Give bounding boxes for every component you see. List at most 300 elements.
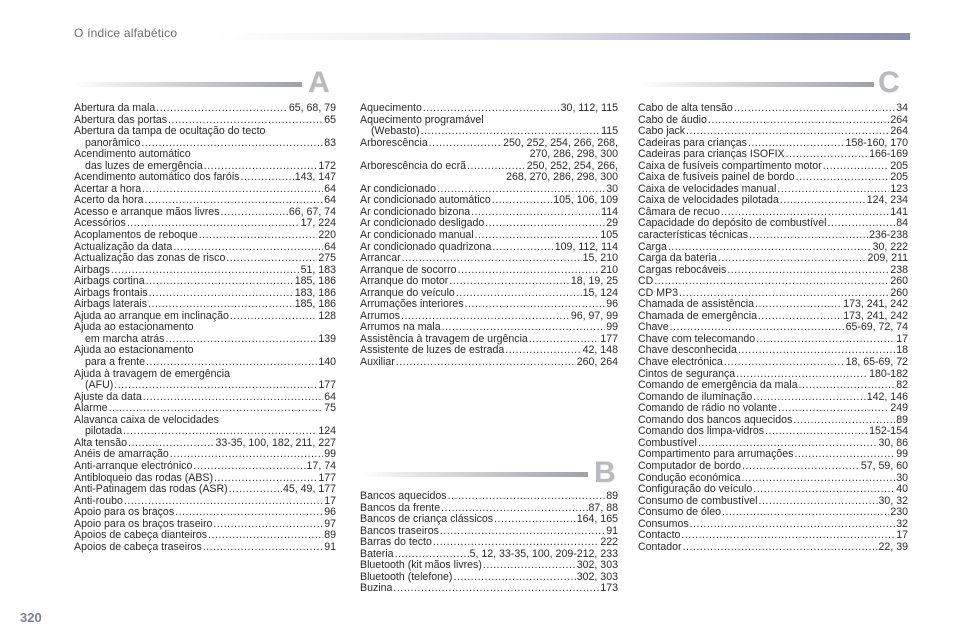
entry-term: Arborescência do ecrã	[360, 159, 466, 172]
entry-term: Abertura da tampa de ocultação do tecto	[74, 125, 266, 138]
entry-pages: 140	[318, 356, 336, 369]
entry-term: Arranque do motor	[360, 275, 449, 288]
entry-pages: 222	[600, 536, 618, 549]
entry-pages: 83	[324, 136, 336, 149]
entry-term: (Webasto)	[371, 125, 420, 138]
entry-term: Airbags frontais	[74, 286, 148, 299]
entry-term: Ajuda ao arranque em inclinação	[74, 309, 229, 322]
entry-term: Bancos aquecidos	[360, 490, 447, 502]
entry-pages: 249	[890, 402, 908, 415]
entry-term: Compartimento para arrumações	[638, 448, 794, 461]
entry-pages: 250, 252, 254, 266, 268,	[503, 136, 618, 149]
dot-leader	[786, 149, 869, 161]
dot-leader	[433, 537, 599, 549]
entry-pages: 185, 186	[294, 298, 336, 311]
entry-term: Chamada de emergência	[638, 309, 757, 322]
entry-term: Bancos de criança clássicos	[360, 513, 494, 526]
dot-leader	[718, 253, 867, 265]
entry-term: Apoios de cabeça dianteiros	[74, 529, 208, 542]
entry-term: Chave desconhecida	[638, 344, 737, 357]
entry-term: Caixa de velocidades manual	[638, 182, 777, 195]
entry-pages: 30, 112, 115	[560, 102, 618, 114]
entry-term: Cabo jack	[638, 125, 686, 138]
entry-term: Ar condicionado desligado	[360, 217, 485, 230]
entry-term: Airbags cortina	[74, 275, 145, 288]
dot-leader	[142, 184, 323, 196]
entry-term: Chamada de assistência	[638, 298, 755, 311]
entry-pages: 141	[890, 205, 908, 218]
entry-pages: 209, 211	[867, 252, 908, 265]
entry-term: Actualização da data	[74, 240, 173, 253]
entry-term: Comando dos bancos aquecidos	[638, 413, 793, 426]
entry-pages: 29	[606, 217, 618, 230]
entry-term: Alavanca caixa de velocidades	[74, 413, 219, 426]
entry-pages: 15, 124	[582, 286, 618, 299]
section-heading-a	[74, 66, 336, 99]
entry-term: Assistente de luzes de estrada	[360, 344, 505, 357]
entry-term: Arrancar	[360, 252, 401, 265]
index-entry	[74, 126, 336, 138]
entry-pages: 40	[896, 483, 908, 496]
entry-term: Arrumos na mala	[360, 321, 441, 334]
entry-pages: 164, 165	[576, 513, 618, 526]
entry-pages: 82	[896, 379, 908, 392]
dot-leader	[756, 334, 895, 346]
entry-pages: 30, 86	[878, 436, 908, 449]
entry-term: Aquecimento	[360, 102, 422, 114]
index-entry	[638, 357, 908, 369]
entry-pages: 268, 270, 286, 298, 300	[506, 171, 618, 184]
dot-leader	[199, 230, 318, 242]
dot-leader	[708, 115, 889, 127]
entry-pages: 97	[324, 517, 336, 530]
dot-leader	[453, 572, 575, 584]
entry-term: Acesso e arranque mãos livres	[74, 205, 220, 218]
entry-pages: 30	[896, 471, 908, 484]
dot-leader	[755, 299, 842, 311]
entry-pages: 115	[601, 125, 618, 138]
entry-pages: 99	[324, 448, 336, 461]
entry-pages: 45, 49, 177	[282, 483, 336, 496]
dot-leader	[724, 357, 845, 369]
entry-pages: 236-238	[869, 229, 908, 242]
index-entry	[360, 149, 618, 161]
entry-term: Cadeiras para crianças ISOFIX	[638, 148, 785, 161]
entry-term: Ajuda à travagem de emergência	[74, 367, 231, 380]
index-entry	[360, 537, 618, 549]
entry-term: Ar condicionado bizona	[360, 205, 471, 218]
entry-term: Bateria	[360, 547, 394, 560]
entry-pages: 30, 222	[872, 240, 908, 253]
entry-term: Barras do tecto	[360, 536, 432, 549]
entry-term: Chave electrónica	[638, 356, 723, 369]
dot-leader	[114, 380, 317, 392]
entry-term: Comando dos limpa-vidros	[638, 425, 765, 438]
entry-term: Acertar a hora	[74, 182, 142, 195]
entry-pages: 5, 12, 33-35, 100, 209-212, 233	[469, 547, 618, 560]
index-entry	[638, 484, 908, 496]
dot-leader	[226, 253, 317, 265]
index-entry	[74, 230, 336, 242]
entry-term: panorâmico	[85, 136, 141, 149]
entry-pages: 152-154	[869, 425, 908, 438]
page-number: 320	[20, 610, 42, 625]
entry-term: Chave	[638, 321, 669, 334]
entry-pages: 42, 148	[582, 344, 618, 357]
entry-pages: 275	[318, 252, 336, 265]
dot-leader	[727, 265, 889, 277]
entry-pages: 238	[890, 263, 908, 276]
entry-term: Condução económica	[638, 471, 741, 484]
dot-leader	[492, 242, 553, 254]
dot-leader	[483, 560, 576, 572]
dot-leader	[146, 276, 294, 288]
entry-term: Acendimento automático	[74, 148, 191, 161]
index-entry	[74, 253, 336, 265]
entry-pages: 34	[896, 102, 908, 114]
entry-term: Ar condicionado manual	[360, 229, 474, 242]
dot-leader	[429, 138, 502, 150]
entry-pages: 65-69, 72, 74	[845, 321, 908, 334]
entry-term: Caixa de velocidades pilotada	[638, 194, 779, 207]
entry-pages: 51, 183	[300, 263, 336, 276]
entry-term: Carga da bateria	[638, 252, 717, 265]
entry-pages: 18	[896, 344, 908, 357]
entry-term: Arrumos	[360, 309, 401, 322]
dot-leader	[753, 484, 895, 496]
entry-pages: 177	[318, 379, 336, 392]
dot-leader	[734, 103, 895, 115]
entry-term: Airbags laterais	[74, 298, 148, 311]
entry-term: Acendimento automático dos faróis	[74, 171, 240, 184]
entry-pages: 64	[324, 240, 336, 253]
entry-pages: 250, 252, 254, 266,	[526, 159, 618, 172]
entry-term: pilotada	[85, 425, 123, 438]
entry-term: CD MP3	[638, 286, 679, 299]
section-letter-a: A	[308, 66, 330, 99]
entry-pages: 99	[606, 321, 618, 334]
entry-term: Bancos traseiros	[360, 524, 439, 537]
entry-pages: 32	[896, 517, 908, 530]
index-entry	[360, 126, 618, 138]
entry-pages: 17	[896, 529, 908, 542]
dot-leader	[220, 207, 287, 219]
entry-term: Comando de rádio no volante	[638, 402, 777, 415]
dot-leader	[203, 542, 323, 554]
entry-pages: 17	[896, 332, 908, 345]
dot-leader	[175, 507, 323, 519]
entry-pages: 33-35, 100, 182, 211, 227	[215, 436, 336, 449]
index-entry	[638, 103, 908, 115]
entry-term: Arborescência	[360, 136, 428, 149]
dot-leader	[505, 345, 581, 357]
index-entry	[360, 583, 618, 595]
entry-term: Ajuda ao estacionamento	[74, 321, 194, 334]
entry-term: Bluetooth (telefone)	[360, 570, 453, 583]
entry-term: Auxiliar	[360, 356, 395, 369]
index-entry	[638, 126, 908, 138]
entry-term: Consumos	[638, 517, 689, 530]
section-heading-c	[638, 66, 908, 99]
dot-leader	[492, 195, 552, 207]
entry-term: Acerto da hora	[74, 194, 144, 207]
index-entry	[360, 514, 618, 526]
entry-term: CD	[638, 275, 654, 288]
entry-pages: 302, 303	[576, 559, 618, 572]
dot-leader	[156, 103, 288, 115]
entry-term: Anti-roubo	[74, 494, 123, 507]
entry-pages: 65	[324, 113, 336, 126]
entry-term: Anti-Patinagem das rodas (ASR)	[74, 483, 228, 496]
index-entry	[360, 572, 618, 584]
dot-leader	[765, 426, 868, 438]
entry-term: Caixa de fusíveis painel de bordo	[638, 171, 795, 184]
dot-leader	[759, 496, 878, 508]
index-entry	[74, 149, 336, 161]
entry-pages: 66, 67, 74	[288, 205, 336, 218]
entry-term: Cadeiras para crianças	[638, 136, 747, 149]
index-column-a	[74, 103, 336, 553]
entry-pages: 105	[600, 229, 618, 242]
entry-term: Capacidade do depósito de combustível	[638, 217, 827, 230]
entry-pages: 96	[606, 298, 618, 311]
dot-leader	[213, 519, 323, 531]
entry-term: Apoios de cabeça traseiros	[74, 540, 202, 553]
entry-term: Anéis de amarração	[74, 448, 169, 461]
index-entry	[360, 357, 618, 369]
entry-term: Alta tensão	[74, 436, 128, 449]
entry-pages: 91	[324, 540, 336, 553]
entry-pages: 185, 186	[294, 275, 336, 288]
dot-leader	[722, 507, 889, 519]
entry-term: Aquecimento programável	[360, 113, 484, 126]
dot-leader	[170, 449, 323, 461]
entry-term: Ajuste da data	[74, 390, 142, 403]
entry-term: características técnicas	[638, 229, 749, 242]
dot-leader	[229, 484, 282, 496]
entry-term: Cargas rebocáveis	[638, 263, 727, 276]
entry-term: Cabo de áudio	[638, 113, 707, 126]
index-entry	[638, 542, 908, 554]
entry-pages: 124	[318, 425, 336, 438]
entry-pages: 65, 68, 79	[288, 102, 336, 114]
entry-pages: 180-182	[869, 367, 908, 380]
entry-pages: 142, 146	[866, 390, 908, 403]
entry-term: Caixa de fusíveis compartimento motor	[638, 159, 822, 172]
entry-term: Apoio para os braços	[74, 506, 175, 519]
dot-leader	[654, 276, 889, 288]
dot-leader	[143, 392, 323, 404]
entry-pages: 64	[324, 390, 336, 403]
dot-leader	[149, 288, 294, 300]
entry-pages: 96	[324, 506, 336, 519]
dot-leader	[393, 583, 599, 595]
header-decor-bar	[215, 33, 910, 40]
index-entry	[360, 230, 618, 242]
entry-term: Comando de iluminação	[638, 390, 753, 403]
entry-pages: 128	[318, 309, 336, 322]
index-entry	[638, 507, 908, 519]
dot-leader	[449, 276, 570, 288]
entry-term: Computador de bordo	[638, 459, 742, 472]
entry-term: Antibloqueio das rodas (ABS)	[74, 471, 213, 484]
entry-pages: 89	[896, 413, 908, 426]
index-entry	[638, 380, 908, 392]
section-heading-b	[360, 456, 618, 489]
dot-leader	[456, 288, 582, 300]
dot-leader	[440, 526, 605, 538]
index-column-b	[360, 491, 618, 595]
entry-pages: 183, 186	[294, 286, 336, 299]
entry-term: Ar condicionado automático	[360, 194, 491, 207]
entry-pages: 158-160, 170	[845, 136, 908, 149]
entry-term: Combustível	[638, 436, 697, 449]
dot-leader	[749, 230, 868, 242]
index-entry	[74, 392, 336, 404]
entry-pages: 91	[606, 524, 618, 537]
entry-term: Chave com telecomando	[638, 332, 756, 345]
index-entry	[360, 253, 618, 265]
entry-term: Arranque do veículo	[360, 286, 455, 299]
entry-pages: 22, 39	[878, 540, 908, 553]
entry-pages: 260, 264	[576, 356, 618, 369]
dot-leader	[485, 218, 605, 230]
entry-pages: 89	[324, 529, 336, 542]
entry-pages: 260	[890, 275, 908, 288]
entry-pages: 139	[318, 332, 336, 345]
entry-term: Carga	[638, 240, 667, 253]
entry-pages: 173, 241, 242	[843, 309, 908, 322]
dot-leader	[494, 514, 576, 526]
index-entry	[638, 461, 908, 473]
index-entry	[74, 542, 336, 554]
dot-leader	[799, 380, 896, 392]
dot-leader	[471, 207, 600, 219]
entry-term: Airbags	[74, 263, 110, 276]
entry-pages: 124, 234	[866, 194, 908, 207]
entry-pages: 172	[318, 159, 336, 172]
entry-term: Ajuda ao estacionamento	[74, 344, 194, 357]
dot-leader	[208, 530, 323, 542]
entry-pages: 210	[600, 263, 618, 276]
index-entry	[360, 491, 618, 503]
entry-term: Consumo de óleo	[638, 506, 722, 519]
entry-term: Abertura da mala	[74, 102, 156, 114]
index-entry	[638, 265, 908, 277]
entry-pages: 302, 303	[576, 570, 618, 583]
dot-leader	[681, 530, 895, 542]
index-entry	[74, 507, 336, 519]
entry-pages: 89	[606, 490, 618, 502]
entry-term: das luzes de emergência	[85, 159, 203, 172]
entry-term: Arrumações interiores	[360, 298, 464, 311]
entry-pages: 99	[896, 448, 908, 461]
entry-pages: 75	[324, 402, 336, 415]
entry-term: Apoio para os braços traseiro	[74, 517, 213, 530]
dot-leader	[780, 195, 866, 207]
entry-pages: 57, 59, 60	[860, 459, 908, 472]
entry-term: Ar condicionado	[360, 182, 436, 195]
entry-term: Acoplamentos de reboque	[74, 229, 198, 242]
entry-term: Contacto	[638, 529, 681, 542]
entry-term: Assistência à travagem de urgência	[360, 332, 528, 345]
entry-term: Buzina	[360, 582, 393, 595]
dot-leader	[683, 542, 878, 554]
dot-leader	[778, 403, 889, 415]
entry-term: Contador	[638, 540, 682, 553]
index-entry	[74, 461, 336, 473]
index-entry	[638, 253, 908, 265]
entry-pages: 109, 112, 114	[554, 240, 618, 253]
entry-term: Ar condicionado quadrizona	[360, 240, 492, 253]
dot-leader	[240, 172, 293, 184]
entry-pages: 105, 106, 109	[553, 194, 618, 207]
entry-term: Configuração do veículo	[638, 483, 753, 496]
header-title: O índice alfabético	[74, 26, 178, 40]
entry-pages: 18, 65-69, 72	[845, 356, 908, 369]
index-entry	[74, 103, 336, 115]
dot-leader	[230, 311, 317, 323]
dot-leader	[475, 230, 600, 242]
dot-leader	[448, 491, 606, 503]
entry-pages: 17	[324, 494, 336, 507]
dot-leader	[796, 172, 890, 184]
entry-pages: 17, 74	[306, 459, 336, 472]
dot-leader	[421, 126, 600, 138]
entry-pages: 96, 97, 99	[570, 309, 618, 322]
dot-leader	[823, 161, 890, 173]
entry-pages: 30, 32	[878, 494, 908, 507]
entry-pages: 270, 286, 298, 300	[529, 148, 618, 161]
dot-leader	[193, 461, 305, 473]
entry-pages: 177	[318, 471, 336, 484]
entry-term: Bancos da frente	[360, 501, 441, 514]
entry-pages: 177	[600, 332, 618, 345]
entry-pages: 64	[324, 194, 336, 207]
index-column-a-continued	[360, 103, 618, 369]
section-letter-c: C	[878, 66, 900, 99]
entry-term: Arranque de socorro	[360, 263, 457, 276]
index-column-c	[638, 103, 908, 553]
entry-pages: 17, 224	[300, 217, 336, 230]
dot-leader	[758, 311, 842, 323]
entry-term: Bluetooth (kit mãos livres)	[360, 559, 482, 572]
entry-pages: 114	[601, 205, 618, 218]
section-letter-b: B	[594, 456, 616, 489]
entry-pages: 173, 241, 242	[843, 298, 908, 311]
entry-pages: 205	[890, 159, 908, 172]
index-entry	[638, 276, 908, 288]
entry-term: Câmara de recuo	[638, 205, 720, 218]
index-entry	[638, 230, 908, 242]
index-entry	[74, 484, 336, 496]
entry-pages: 64	[324, 182, 336, 195]
entry-term: Alarme	[74, 402, 108, 415]
dot-leader	[402, 253, 582, 265]
entry-pages: 205	[890, 171, 908, 184]
entry-pages: 84	[896, 217, 908, 230]
entry-pages: 166-169	[869, 148, 908, 161]
entry-pages: 123	[890, 182, 908, 195]
index-entry	[638, 149, 908, 161]
entry-term: Consumo de combustível	[638, 494, 758, 507]
entry-term: Cintos de segurança	[638, 367, 736, 380]
entry-pages: 264	[890, 125, 908, 138]
index-entry	[74, 380, 336, 392]
entry-pages: 220	[318, 229, 336, 242]
dot-leader	[741, 473, 895, 485]
entry-term: Acessórios	[74, 217, 126, 230]
